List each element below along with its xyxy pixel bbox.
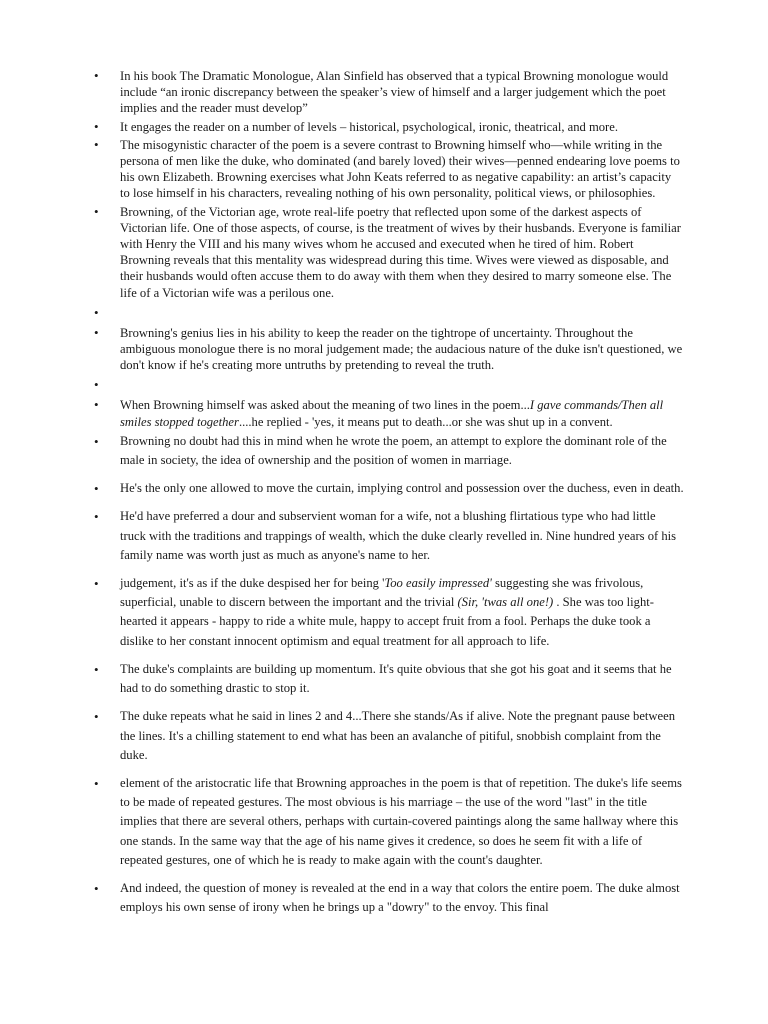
empty-list-item xyxy=(94,305,684,321)
italic-quote: (Sir, 'twas all one!) xyxy=(457,595,554,610)
list-item: • The misogynistic character of the poem is a severe contrast to Browning himself who—while writing in the persona of men like the duke, who dominated (and barely loved) their wives—penned endearing love poems to his own Elizabeth. Browning exercises what John Keats referred to as negative capability: an artist’s capacity to lose himself in his characters, revealing nothing of his own personality, political views, or philosophies. xyxy=(94,137,684,202)
list-item: • element of the aristocratic life that Browning approaches in the poem is that of repetition. The duke's life seems to be made of repeated gestures. The most obvious is his marriage – the use of the word "last" in the title implies that there are several others, perhaps with curtain-covered paintings along the same hallway where this one stands. In the same way that the age of his name gives it credence, so does he seem fit with a life of repeated gestures, one of which he is ready to make again with the count's daughter. xyxy=(94,774,684,870)
text-run: . She was too light-hearted it appears - happy to ride a white mule, happy to accept fruit from a fool. Perhaps the duke took a dislike to her constant innocent optimism and equal treatment for all approach to life. xyxy=(120,595,654,648)
list-item: • And indeed, the question of money is revealed at the end in a way that colors the entire poem. The duke almost employs his own sense of irony when he brings up a "dowry" to the envoy. This final xyxy=(94,879,684,917)
list-item: • Browning, of the Victorian age, wrote real-life poetry that reflected upon some of the darkest aspects of Victorian life. One of those aspects, of course, is the treatment of wives by their husbands. Everyone is familiar with Henry the VIII and his many wives whom he accused and executed when he tired of him. Robert Browning reveals that this mentality was widespread during this time. Wives were viewed as disposable, and their husbands would often accuse them to do away with them when they desired to marry someone else. The life of a Victorian wife was a perilous one. xyxy=(94,204,684,301)
list-item: • The duke repeats what he said in lines 2 and 4...There she stands/As if alive. Note the pregnant pause between the lines. It's a chilling statement to end what has been an avalanche of pitiful, snobbish complaint from the duke. xyxy=(94,707,684,765)
text-run: ....he replied - 'yes, it means put to death...or she was shut up in a convent. xyxy=(238,414,613,429)
italic-quote: Too easily impressed' xyxy=(384,576,492,591)
list-item: • He's the only one allowed to move the curtain, implying control and possession over the duchess, even in death. xyxy=(94,479,684,498)
text-run: judgement, it's as if the duke despised her for being ' xyxy=(120,576,385,591)
list-item: • Browning's genius lies in his ability to keep the reader on the tightrope of uncertainty. Throughout the ambiguous monologue there is no moral judgement made; the audacious nature of the duke isn't questioned, we don't know if he's creating more untruths by pretending to reveal the truth. xyxy=(94,325,684,374)
bullet-list xyxy=(94,68,684,917)
list-item: • The duke's complaints are building up momentum. It's quite obvious that she got his goat and it seems that he had to do something drastic to stop it. xyxy=(94,660,684,698)
list-item xyxy=(94,574,684,651)
list-item: • It engages the reader on a number of levels – historical, psychological, ironic, theatrical, and more. xyxy=(94,119,684,135)
text-run: suggesting she was frivolous, superficial, unable to discern between the important and the trivial xyxy=(120,576,644,610)
italic-quote: I gave commands/Then all smiles stopped together xyxy=(120,398,664,429)
list-item: • He'd have preferred a dour and subservient woman for a wife, not a blushing flirtatious type who had little truck with the traditions and trappings of wealth, which the duke clearly revelled in. Nine hundred years of his family name was worth just as much as anyone's name to her. xyxy=(94,507,684,565)
empty-list-item xyxy=(94,377,684,393)
list-item: • Browning no doubt had this in mind when he wrote the poem, an attempt to explore the dominant role of the male in society, the idea of ownership and the position of women in marriage. xyxy=(94,432,684,470)
text-run: When Browning himself was asked about the meaning of two lines in the poem... xyxy=(120,398,530,413)
list-item: • In his book The Dramatic Monologue, Alan Sinfield has observed that a typical Browning monologue would include “an ironic discrepancy between the speaker’s view of himself and a larger judgement which the poet implies and the reader must develop” xyxy=(94,68,684,117)
list-item xyxy=(94,397,684,429)
